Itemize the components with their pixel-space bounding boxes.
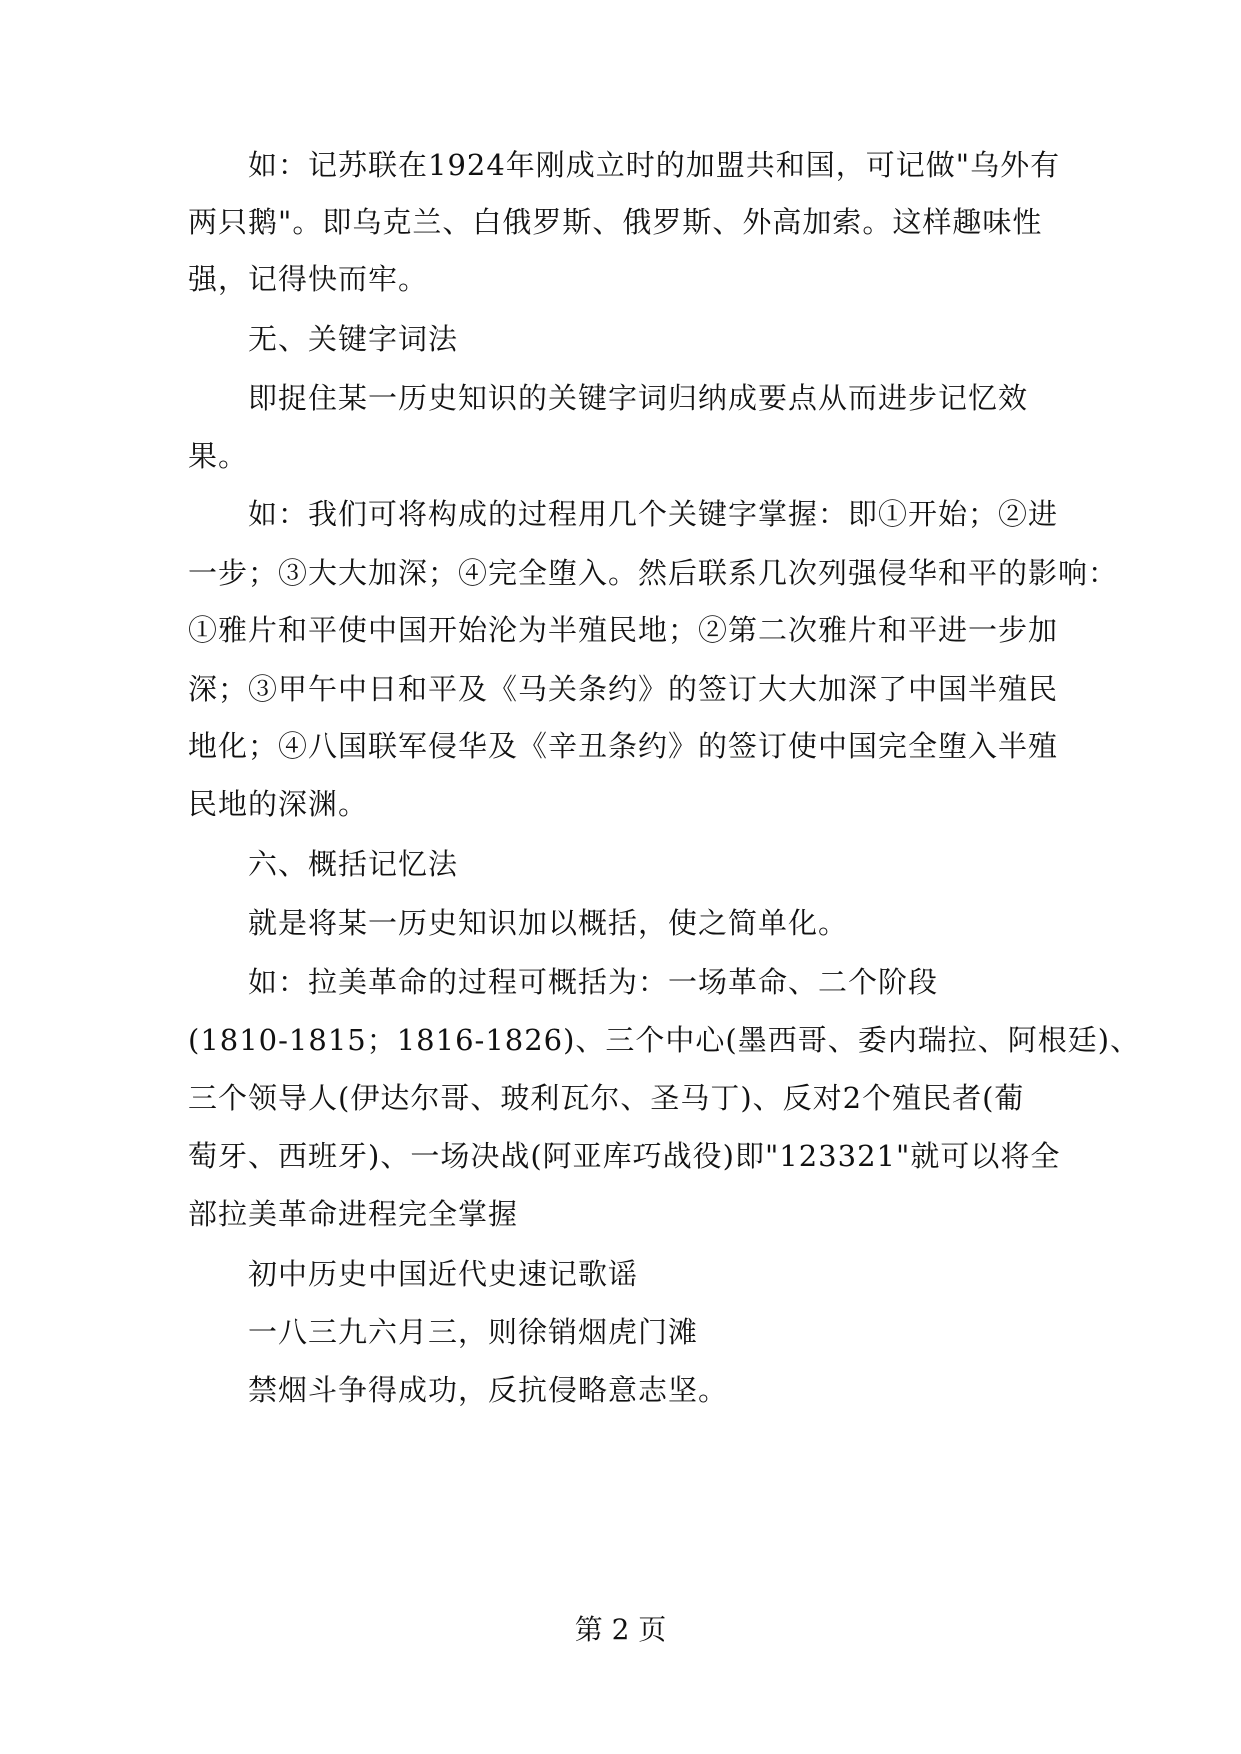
paragraph-line: ①雅片和平使中国开始沦为半殖民地；②第二次雅片和平进一步加 (188, 613, 1059, 647)
paragraph-line: (1810-1815；1816-1826)、三个中心(墨西哥、委内瑞拉、阿根廷)、 (188, 1023, 1141, 1057)
paragraph-line: 即捉住某一历史知识的关键字词归纳成要点从而进步记忆效 (248, 381, 1029, 415)
section-heading: 初中历史中国近代史速记歌谣 (248, 1257, 639, 1291)
paragraph-line: 部拉美革命进程完全掌握 (188, 1197, 519, 1231)
paragraph-line: 两只鹅"。即乌克兰、白俄罗斯、俄罗斯、外高加索。这样趣味性 (188, 205, 1043, 239)
section-heading: 六、概括记忆法 (248, 847, 459, 881)
section-heading: 无、关键字词法 (248, 322, 459, 356)
paragraph-line: 萄牙、西班牙)、一场决战(阿亚库巧战役)即"123321"就可以将全 (188, 1139, 1061, 1173)
paragraph-line: 深；③甲午中日和平及《马关条约》的签订大大加深了中国半殖民 (188, 672, 1059, 706)
verse-line: 一八三九六月三，则徐销烟虎门滩 (248, 1315, 699, 1349)
paragraph-line: 一步；③大大加深；④完全堕入。然后联系几次列强侵华和平的影响： (188, 556, 1119, 590)
page-number: 第 2 页 (574, 1613, 667, 1646)
paragraph-line: 三个领导人(伊达尔哥、玻利瓦尔、圣马丁)、反对2个殖民者(葡 (188, 1081, 1025, 1115)
paragraph-line: 如：记苏联在1924年刚成立时的加盟共和国，可记做"乌外有 (248, 148, 1061, 182)
paragraph-line: 如：拉美革命的过程可概括为：一场革命、二个阶段 (248, 965, 939, 999)
paragraph-line: 强，记得快而牢。 (188, 262, 429, 296)
paragraph-line: 如：我们可将构成的过程用几个关键字掌握：即①开始；②进 (248, 497, 1059, 531)
paragraph-line: 果。 (188, 439, 249, 473)
paragraph-line: 地化；④八国联军侵华及《辛丑条约》的签订使中国完全堕入半殖 (188, 729, 1059, 763)
paragraph-line: 就是将某一历史知识加以概括，使之简单化。 (248, 906, 849, 940)
verse-line: 禁烟斗争得成功，反抗侵略意志坚。 (248, 1373, 729, 1407)
paragraph-line: 民地的深渊。 (188, 787, 369, 821)
